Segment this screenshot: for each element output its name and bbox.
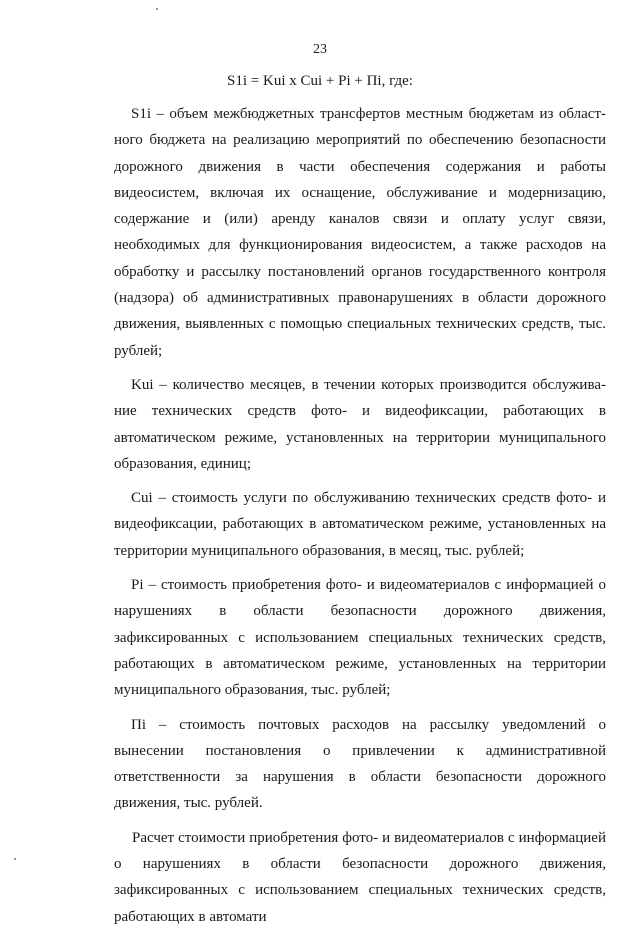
paragraph-post: Пi – стоимость почтовых расходов на рассылку уведомлений о вынесении постановления о привлечении к административной ответственности за нарушения в области безопасности дорожного движения, тыс. рублей. xyxy=(114,716,606,812)
paragraph-calculation: Расчет стоимости приобретения фото- и видеоматериалов с информацией о нарушениях в области безопасности дорожного движения, зафиксированных с использованием специальных технических средств, работающих в автомати xyxy=(114,829,606,925)
page-number: 23 xyxy=(313,42,327,57)
paragraph-pi: Pi – стоимость приобретения фото- и видеоматериалов с информацией о нарушениях в области безопасности дорожного движения, зафиксированных с использованием специальных технических средств, работающих в автоматическом режиме, установленных на территории муниципального образования, тыс. рублей; xyxy=(114,577,606,699)
scan-speck xyxy=(14,858,16,860)
scan-speck xyxy=(156,8,158,10)
paragraph-s1i: S1i – объем межбюджетных трансфертов местным бюджетам из областного бюджета на реализацию мероприятий по обеспечению безопасности дорожного движения в части обеспечения содержания и работы видеосистем, включая их оснащение, обслуживание и модернизацию, содержание и (или) аренду каналов связи и оплату услуг связи, необходимых для функционирования видеосистем, а также расходов на обработку и рассылку постановлений органов государственного контроля (надзора) об административных правонарушениях в области дорожного движения, выявленных с помощью специальных технических средств, тыс. рублей; xyxy=(114,106,606,359)
paragraph-cui: Cui – стоимость услуги по обслуживанию технических средств фото- и видеофиксации, работающих в автоматическом режиме, установленных на территории муниципального образования, в месяц, тыс. рублей; xyxy=(114,490,606,559)
body-text xyxy=(114,101,606,938)
paragraph-kui: Kui – количество месяцев, в течении которых производится обслуживание технических средств фото- и видеофиксации, работающих в автоматическом режиме, установленных на территории муниципального образования, единиц; xyxy=(114,376,606,472)
formula: S1i = Kui x Cui + Pi + Пi, где: xyxy=(227,73,413,89)
